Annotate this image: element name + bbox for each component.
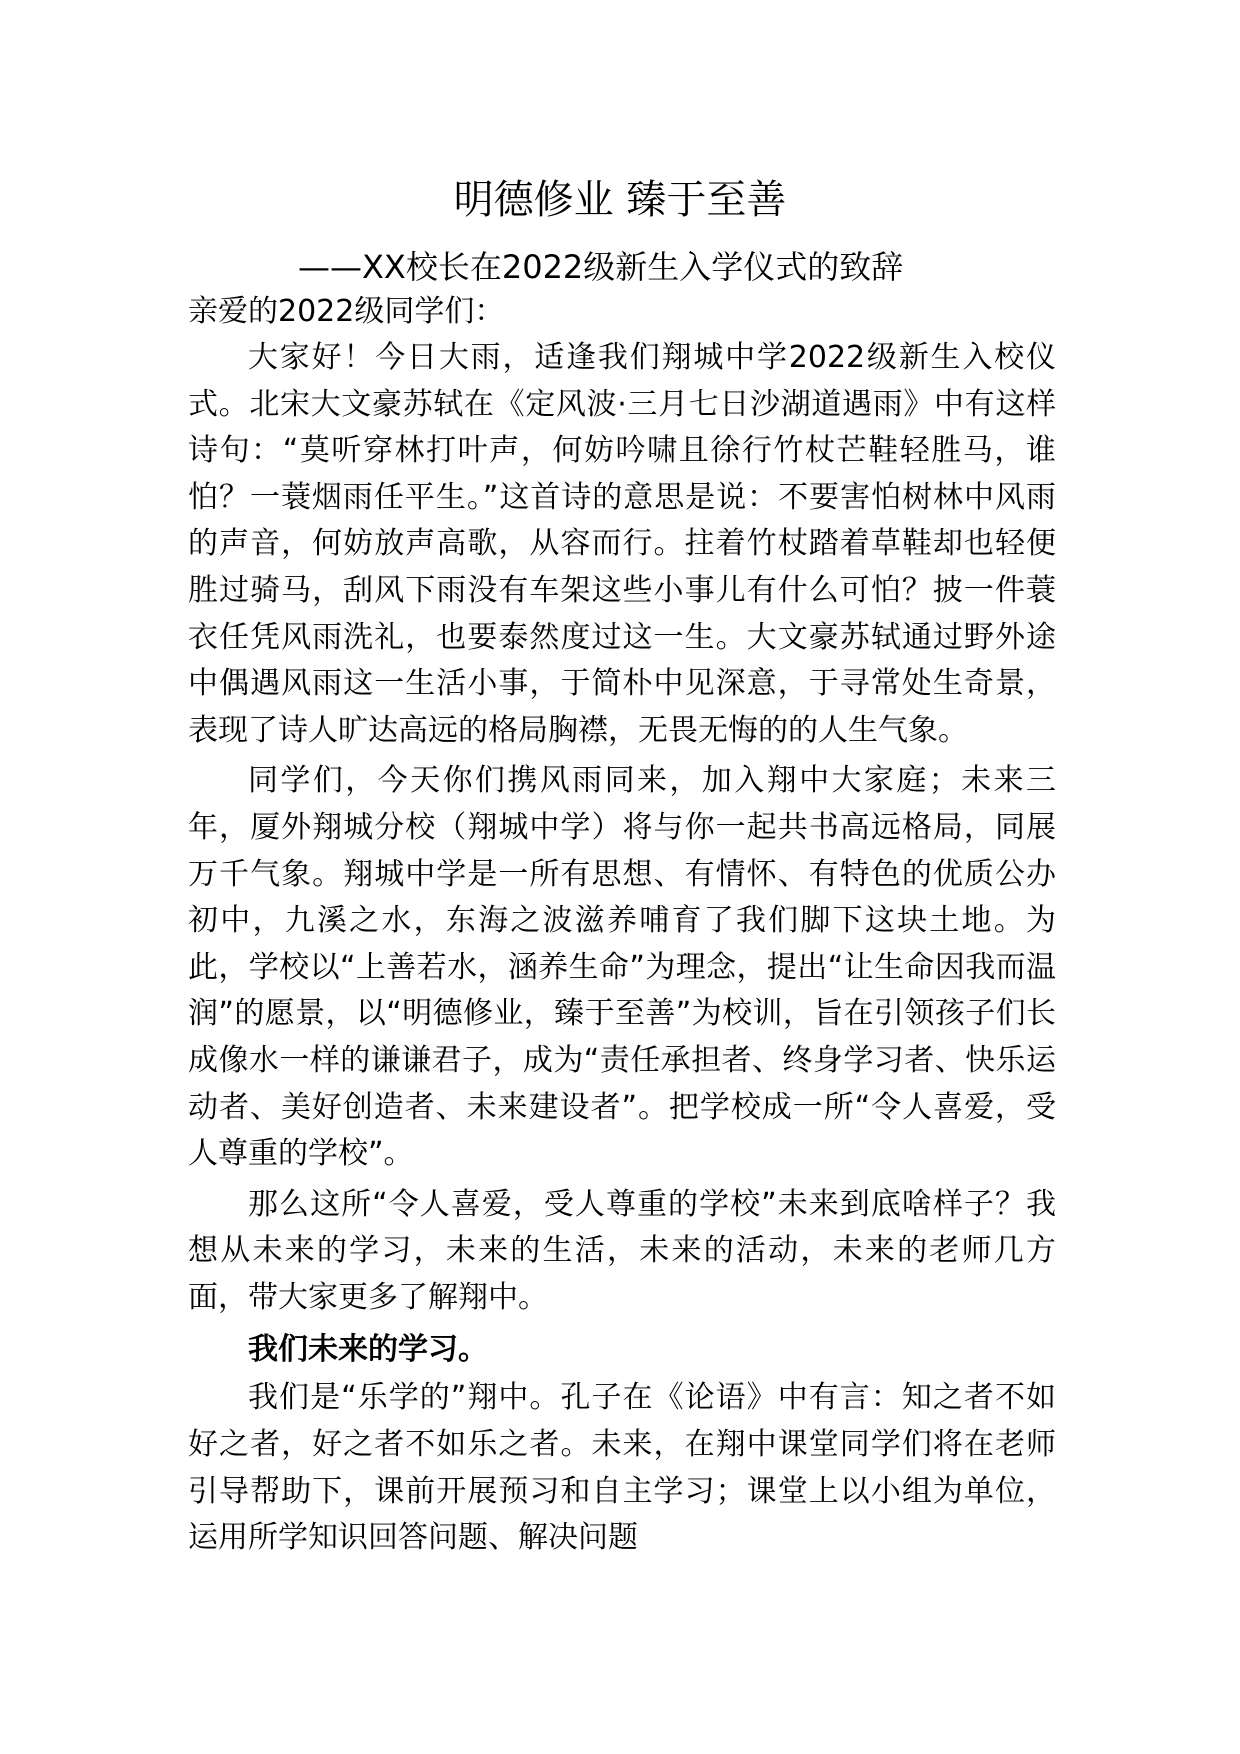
paragraph: 同学们，今天你们携风雨同来，加入翔中大家庭；未来三年，厦外翔城分校（翔城中学）将与你一起共书高远格局，同展万千气象。翔城中学是一所有思想、有情怀、有特色的优质公办初中，九溪之水，东海之波滋养哺育了我们脚下这块土地。为此，学校以“上善若水，涵养生命”为理念，提出“让生命因我而温润”的愿景，以“明德修业，臻于至善”为校训，旨在引领孩子们长成像水一样的谦谦君子，成为“责任承担者、终身学习者、快乐运动者、美好创造者、未来建设者”。把学校成一所“令人喜爱，受人尊重的学校”。 (188, 763, 1056, 1172)
section-heading: 我们未来的学习。 (248, 1332, 488, 1368)
paragraph: 大家好！今日大雨，适逢我们翔城中学2022级新生入校仪式。北宋大文豪苏轼在《定风波·三月七日沙湖道遇雨》中有这样诗句：“莫听穿林打叶声，何妨吟啸且徐行竹杖芒鞋轻胜马，谁怕？一蓑烟雨任平生。”这首诗的意思是说：不要害怕树林中风雨的声音，何妨放声高歌，从容而行。拄着竹杖踏着草鞋却也轻便胜过骑马，刮风下雨没有车架这些小事儿有什么可怕？披一件蓑衣任凭风雨洗礼，也要泰然度过这一生。大文豪苏轼通过野外途中偶遇风雨这一生活小事，于简朴中见深意，于寻常处生奇景，表现了诗人旷达高远的格局胸襟，无畏无悔的的人生气象。 (188, 340, 1056, 748)
salutation: 亲爱的2022级同学们： (188, 294, 505, 329)
document-body (188, 335, 1056, 1562)
document-subtitle: ——XX校长在2022级新生入学仪式的致辞 (298, 248, 904, 286)
paragraph: 那么这所“令人喜爱，受人尊重的学校”未来到底啥样子？我想从未来的学习，未来的生活，未来的活动，未来的老师几方面，带大家更多了解翔中。 (188, 1186, 1056, 1315)
document-title: 明德修业 臻于至善 (453, 177, 787, 223)
paragraph: 我们是“乐学的”翔中。孔子在《论语》中有言：知之者不如好之者，好之者不如乐之者。未来，在翔中课堂同学们将在老师引导帮助下，课前开展预习和自主学习；课堂上以小组为单位，运用所学知识回答问题、解决问题 (188, 1380, 1056, 1556)
